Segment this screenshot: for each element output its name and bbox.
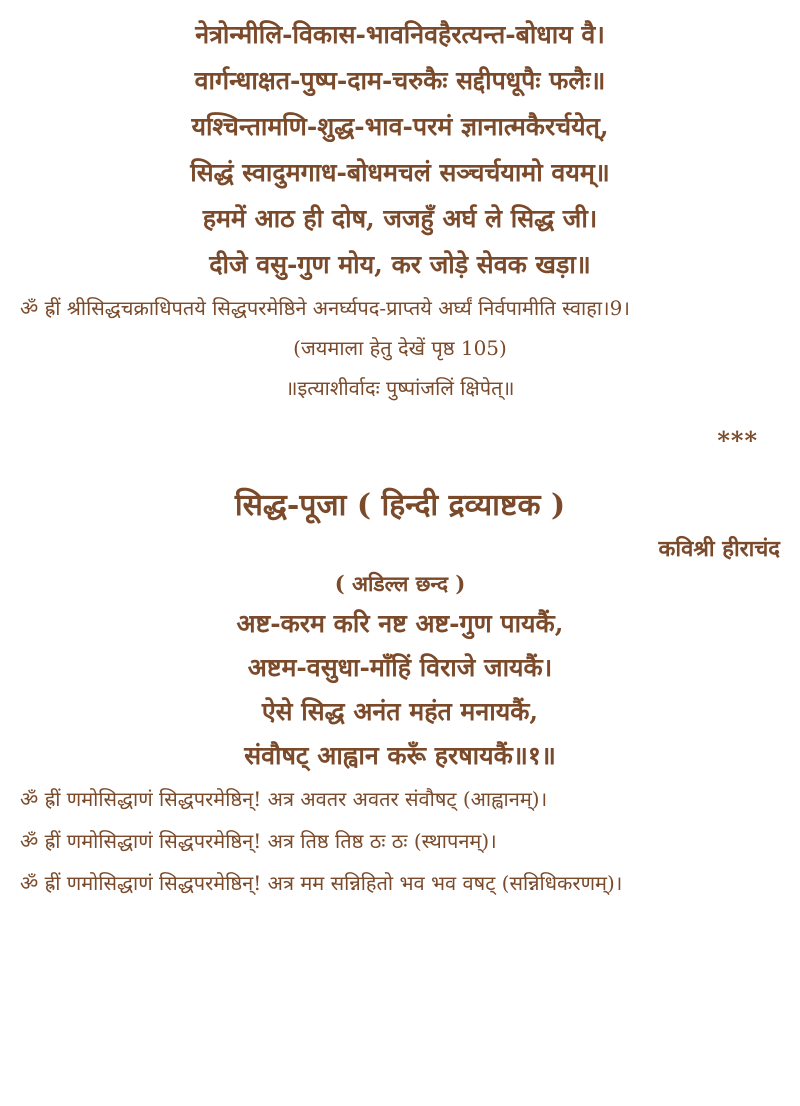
- mantra-sannidhikaranam: ॐ ह्रीं णमोसिद्धाणं सिद्धपरमेष्ठिन्! अत्र मम सन्निहितो भव भव वषट् (सन्निधिकरणम्)।: [20, 871, 623, 895]
- mantra-sthapanam: ॐ ह्रीं णमोसिद्धाणं सिद्धपरमेष्ठिन्! अत्र तिष्ठ तिष्ठ ठः ठः (स्थापनम्)।: [20, 829, 497, 853]
- jaymala-note: (जयमाला हेतु देखें पृष्ठ 105): [293, 336, 507, 360]
- verse-line-5: हममें आठ ही दोष, जजहुँ अर्घ ले सिद्ध जी।: [202, 204, 598, 233]
- stanza-line-2: अष्टम-वसुधा-माँहिं विराजे जायकैं।: [247, 653, 553, 682]
- arghya-mantra: ॐ ह्रीं श्रीसिद्धचक्राधिपतये सिद्धपरमेष्ठिने अनर्घ्यपद-प्राप्तये अर्घ्यं निर्वपामीति स्वाहा।9।: [20, 296, 630, 320]
- verse-line-6: दीजे वसु-गुण मोय, कर जोड़े सेवक खड़ा॥: [209, 250, 591, 279]
- stanza-line-4: संवौषट् आह्वान करूँ हरषायकैं॥१॥: [244, 741, 556, 770]
- ashirvad-line: ॥इत्याशीर्वादः पुष्पांजलिं क्षिपेत्॥: [285, 376, 515, 400]
- stanza-line-3: ऐसे सिद्ध अनंत महंत मनायकैं,: [261, 697, 539, 726]
- verse-line-3: यश्चिन्तामणि-शुद्ध-भाव-परमं ज्ञानात्मकैरर्चयेत्,: [191, 112, 609, 141]
- chhand-label: ( अडिल्ल छन्द ): [334, 571, 466, 596]
- verse-line-4: सिद्धं स्वादुमगाध-बोधमचलं सञ्चर्चयामो वयम्॥: [190, 158, 610, 187]
- section-title: सिद्ध-पूजा ( हिन्दी द्रव्याष्टक ): [234, 488, 566, 523]
- verse-line-1: नेत्रोन्मीलि-विकास-भावनिवहैरत्यन्त-बोधाय वै।: [195, 20, 605, 49]
- section-separator: ***: [717, 426, 758, 455]
- stanza-line-1: अष्ट-करम करि नष्ट अष्ट-गुण पायकैं,: [236, 609, 564, 638]
- verse-line-2: वार्गन्धाक्षत-पुष्प-दाम-चरुकैः सद्दीपधूपैः फलैः॥: [194, 66, 606, 95]
- author-name: कविश्री हीराचंद: [658, 536, 780, 562]
- mantra-aahvanam: ॐ ह्रीं णमोसिद्धाणं सिद्धपरमेष्ठिन्! अत्र अवतर अवतर संवौषट् (आह्वानम्)।: [20, 787, 548, 811]
